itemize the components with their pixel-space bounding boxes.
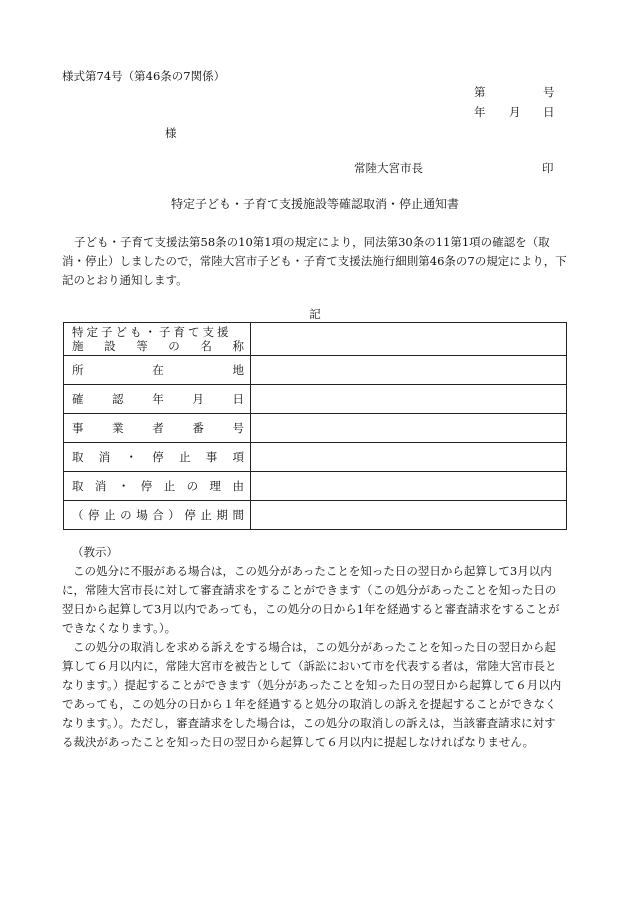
value-facility-name[interactable]	[251, 323, 567, 356]
table-row	[64, 414, 567, 443]
value-cancel-reason[interactable]	[251, 472, 567, 501]
label-char: 称	[232, 339, 244, 353]
row-label-operator-number	[72, 420, 244, 436]
label-char: 在	[152, 363, 164, 377]
label-char: ）	[168, 508, 180, 522]
label-char: 年	[152, 392, 164, 406]
label-char: 消	[98, 450, 111, 464]
document-title: 特定子ども・子育て支援施設等確認取消・停止通知書	[170, 197, 459, 211]
label-char: 所	[72, 363, 84, 377]
label-char: 確	[72, 392, 84, 406]
label-char: 取	[72, 479, 84, 493]
row-label-facility-name	[64, 323, 251, 356]
label-char: 地	[232, 363, 244, 377]
value-suspension-period[interactable]	[251, 501, 567, 530]
date-year: 年	[474, 105, 486, 119]
label-char: 場	[136, 508, 148, 522]
label-char: 施	[72, 339, 84, 353]
label-char: ・	[125, 450, 137, 464]
label-char: 止	[200, 508, 212, 522]
date-month: 月	[509, 105, 521, 119]
value-cancel-items[interactable]	[251, 443, 567, 472]
facility-name-label-line2	[72, 339, 244, 353]
row-label-confirmation-date	[72, 391, 244, 407]
value-address[interactable]	[251, 356, 567, 385]
label-char: 止	[163, 479, 176, 493]
label-char: 日	[232, 392, 244, 406]
label-char: 止	[104, 508, 116, 522]
label-char: 停	[184, 508, 196, 522]
instruction-heading: （教示）	[72, 545, 118, 559]
recipient-suffix: 様	[165, 126, 177, 140]
label-char: 者	[152, 421, 164, 435]
table-row	[64, 472, 567, 501]
instruction-paragraph-1: この処分に不服がある場合は，この処分があったことを知った日の翌日から起算して3月以内に，常陸大宮市長に対して審査請求をすることができます（この処分があったことを知った日の翌日から起算して3月以内であっても，この処分の日から1年を経過すると審査請求をすることができなくなります。）。	[62, 564, 560, 635]
body-paragraph: 子ども・子育て支援法第58条の10第1項の規定により，同法第30条の11第1項の確認を（取消・停止）しましたので，常陸大宮市子ども・子育て支援法施行細則第46条の7の規定により，下記のとおり通知します。	[62, 235, 567, 287]
seal-mark: 印	[542, 161, 554, 175]
label-char: 設	[104, 339, 116, 353]
label-char: 取	[72, 450, 84, 464]
table-row	[64, 443, 567, 472]
value-confirmation-date[interactable]	[251, 385, 567, 414]
label-char: の	[120, 508, 132, 522]
ki-marker: 記	[309, 307, 321, 321]
label-char: 業	[112, 421, 124, 435]
label-char: 止	[179, 450, 191, 464]
label-char: 認	[112, 392, 124, 406]
label-char: 項	[232, 450, 244, 464]
value-operator-number[interactable]	[251, 414, 567, 443]
label-char: 名	[200, 339, 212, 353]
label-char: 由	[232, 479, 244, 493]
label-char: 番	[192, 421, 204, 435]
label-char: 事	[72, 421, 84, 435]
label-char: の	[186, 479, 199, 493]
label-char: 停	[152, 450, 164, 464]
label-char: 停	[140, 479, 153, 493]
label-char: 号	[232, 421, 244, 435]
doc-number-suffix: 号	[543, 85, 555, 99]
doc-number-prefix: 第	[474, 85, 486, 99]
label-char: 月	[192, 392, 204, 406]
table-row	[64, 356, 567, 385]
issuer-name: 常陸大宮市長	[354, 161, 423, 175]
facility-name-label-line1: 特定子ども・子育て支援	[72, 325, 232, 339]
table-row	[64, 323, 567, 356]
row-label-suspension-period	[72, 507, 244, 523]
details-table	[63, 322, 567, 530]
date-day: 日	[543, 105, 555, 119]
row-label-cancel-reason	[72, 478, 244, 494]
label-char: 間	[232, 508, 244, 522]
label-char: 合	[152, 508, 164, 522]
form-number: 様式第74号（第46条の7関係）	[62, 69, 226, 83]
label-char: 理	[209, 479, 222, 493]
table-row	[64, 501, 567, 530]
label-char: 期	[216, 508, 228, 522]
label-char: 事	[205, 450, 218, 464]
label-char: （	[72, 508, 84, 522]
instruction-paragraph-2: この処分の取消しを求める訴えをする場合は，この処分があったことを知った日の翌日から起算して６月以内に，常陸大宮市を被告として（訴訟において市を代表する者は，常陸大宮市長となります。）提起することができます（処分があったことを知った日の翌日から起算して６月以内であっても，この処分の日から１年を経過すると処分の取消しの訴えを提起することができなくなります。）。ただし，審査請求をした場合は，この処分の取消しの訴えは，当該審査請求に対する裁決があったことを知った日の翌日から起算して６月以内に提起しなければなりません。	[62, 640, 562, 749]
label-char: 等	[136, 339, 148, 353]
row-label-cancel-items	[72, 449, 244, 465]
row-label-address	[72, 362, 244, 378]
label-char: 消	[94, 479, 107, 493]
label-char: ・	[117, 479, 130, 493]
label-char: 停	[88, 508, 100, 522]
table-row	[64, 385, 567, 414]
label-char: の	[168, 339, 180, 353]
